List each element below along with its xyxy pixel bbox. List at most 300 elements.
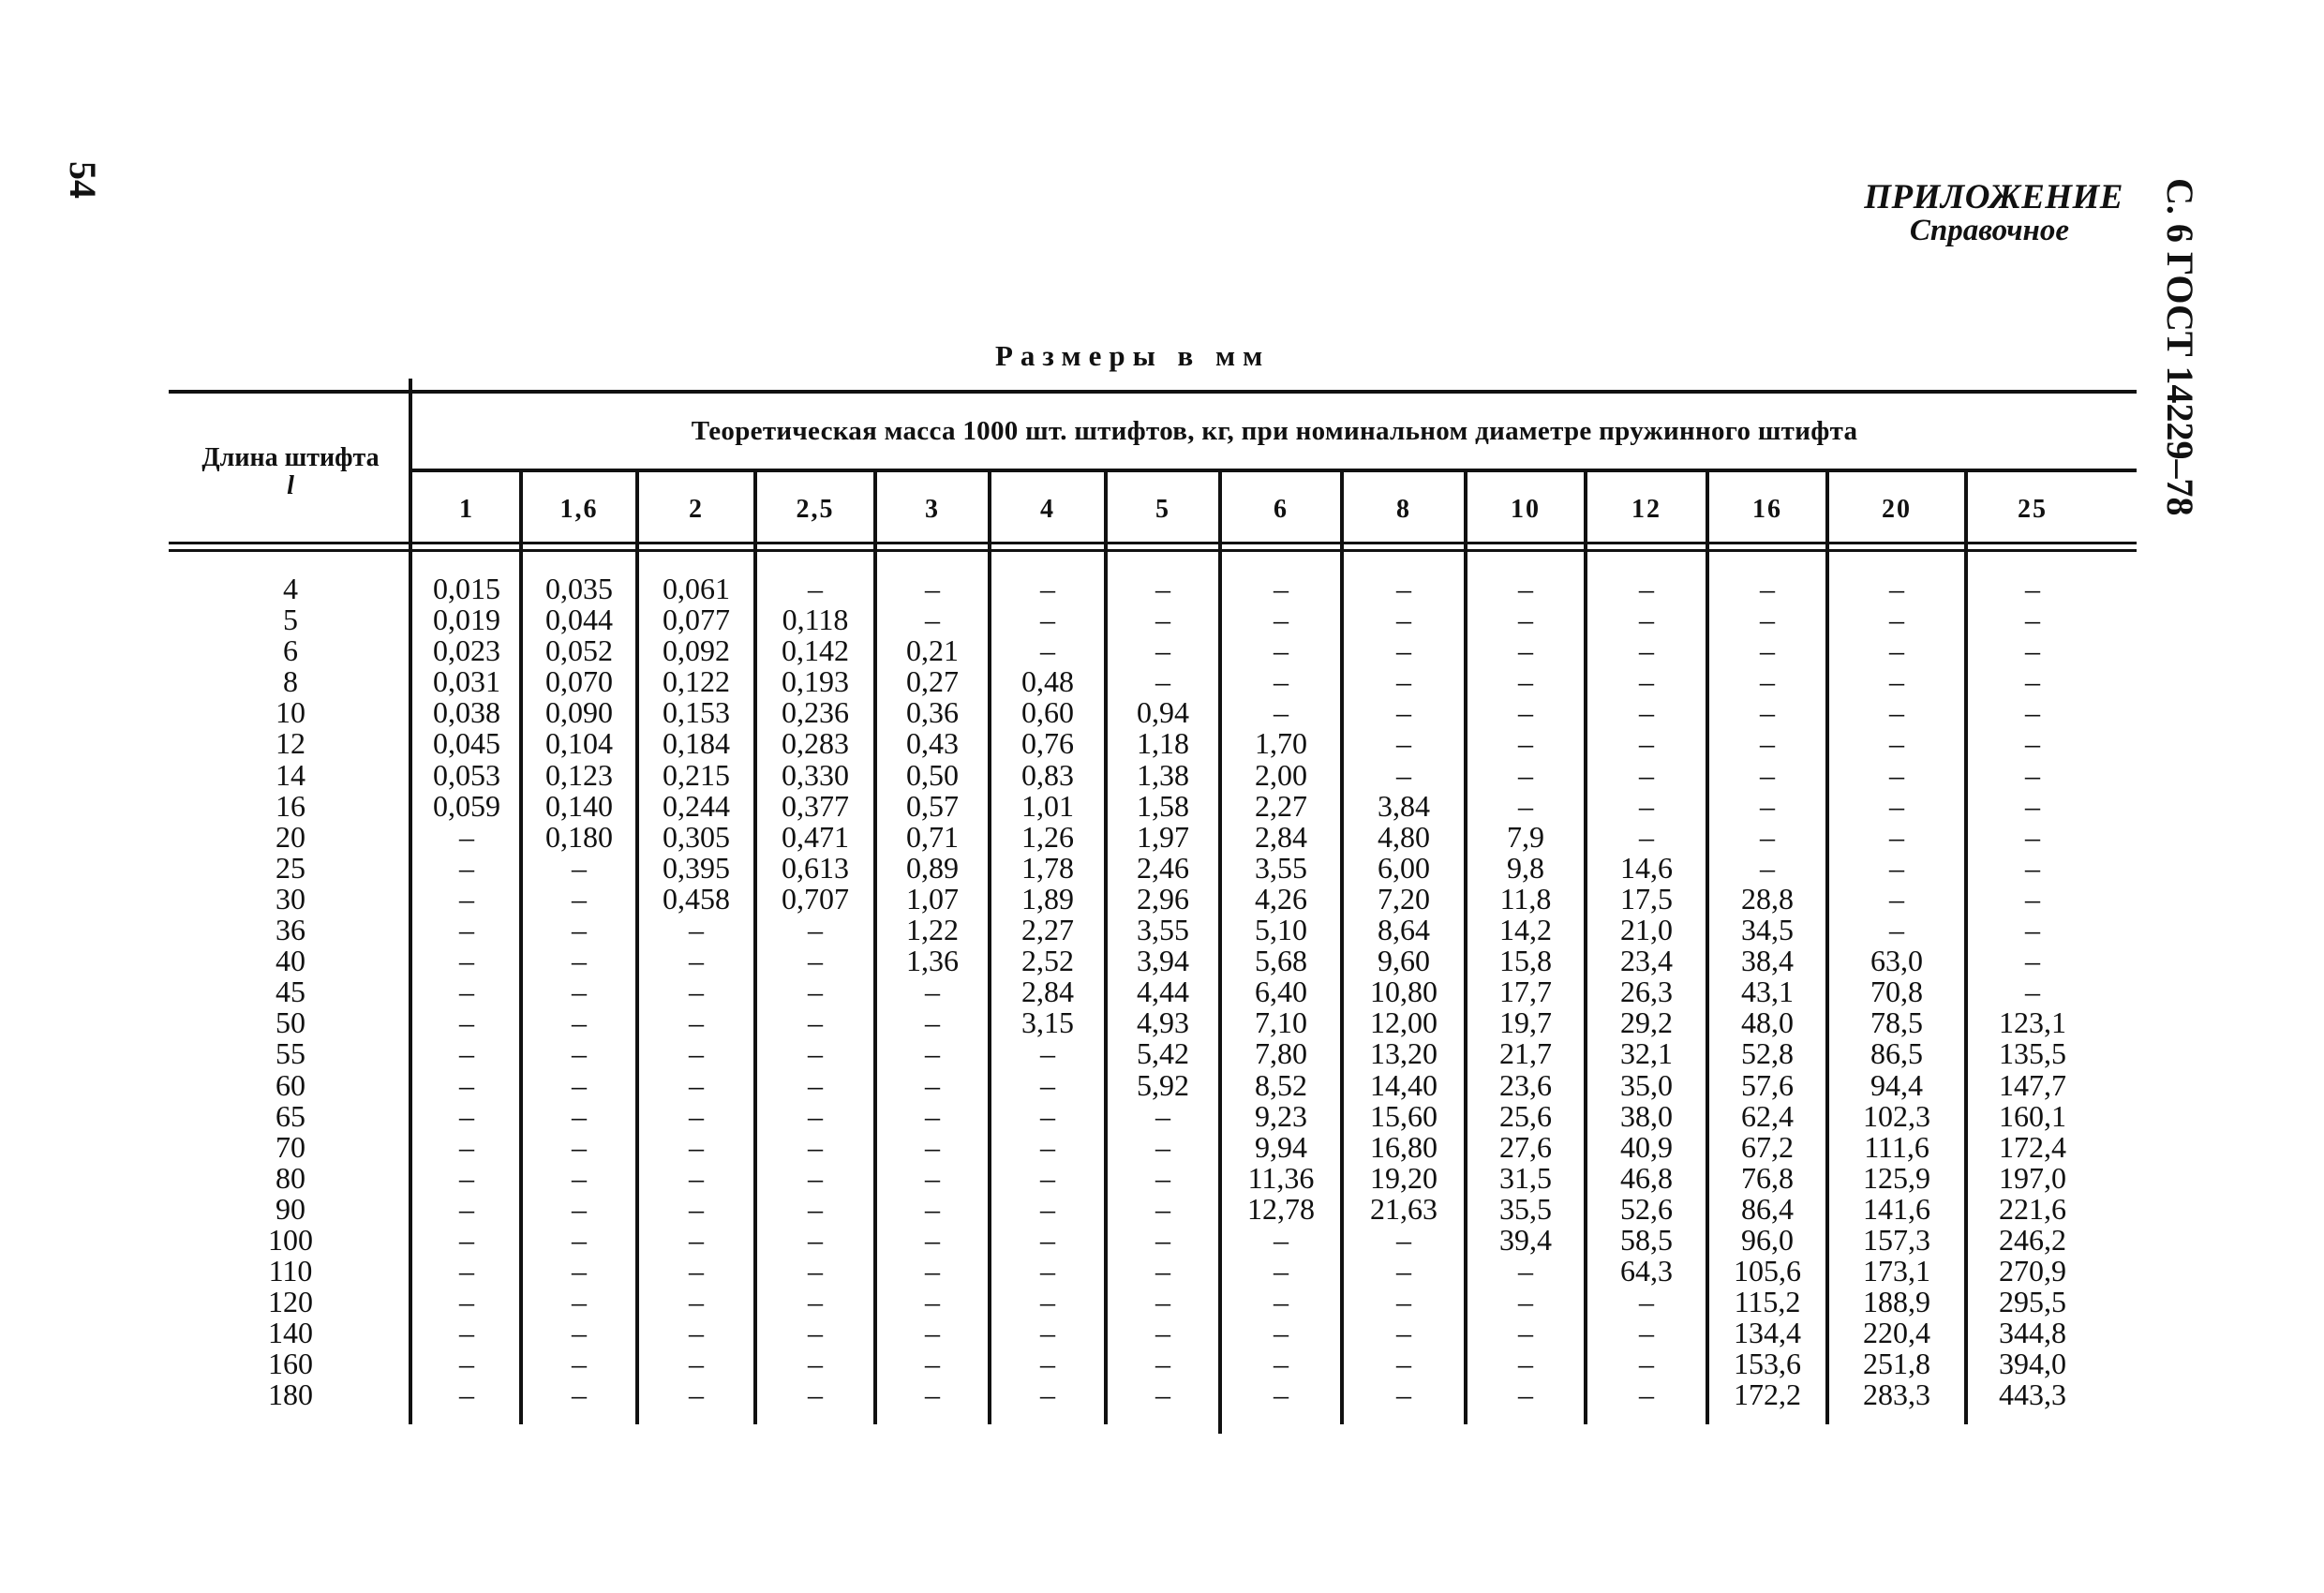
mass-cell: – — [1639, 1316, 1654, 1350]
mass-cell: – — [1040, 1347, 1055, 1381]
mass-cell: – — [808, 1347, 823, 1381]
mass-cell: 1,38 — [1137, 757, 1189, 792]
appendix-subtitle: Справочное — [1909, 214, 2069, 247]
mass-cell: 111,6 — [1864, 1129, 1929, 1164]
mass-column — [1966, 573, 2099, 1411]
mass-cell: 86,5 — [1870, 1036, 1923, 1071]
mass-cell: 0,707 — [782, 881, 849, 916]
mass-cell: 0,044 — [545, 603, 613, 637]
mass-cell: – — [572, 1067, 587, 1102]
mass-cell: 17,5 — [1620, 881, 1673, 916]
mass-cell: – — [1040, 633, 1055, 668]
mass-cell: – — [1040, 1129, 1055, 1164]
mass-cell: – — [572, 1347, 587, 1381]
mass-cell: 52,6 — [1620, 1191, 1673, 1226]
mass-cell: 172,4 — [1999, 1129, 2066, 1164]
mass-column — [1586, 573, 1707, 1411]
mass-cell: – — [925, 603, 940, 637]
length-cell: 12 — [276, 726, 305, 761]
mass-cell: – — [459, 1191, 474, 1226]
mass-cell: 14,2 — [1499, 913, 1552, 947]
header-bottom-rule-2 — [169, 549, 2137, 552]
mass-cell: – — [808, 975, 823, 1009]
mass-cell: 0,244 — [663, 788, 730, 823]
mass-cell: 0,193 — [782, 664, 849, 699]
mass-cell: 0,052 — [545, 633, 613, 668]
mass-cell: 21,7 — [1499, 1036, 1552, 1071]
mass-cell: – — [1518, 1254, 1533, 1288]
length-cell: 60 — [276, 1067, 305, 1102]
mass-cell: 0,180 — [545, 819, 613, 854]
mass-cell: 0,60 — [1021, 695, 1074, 730]
mass-cell: 32,1 — [1620, 1036, 1673, 1071]
header-mid-rule — [412, 469, 2137, 472]
mass-cell: – — [808, 1067, 823, 1102]
length-cell: 180 — [268, 1377, 313, 1412]
mass-cell: 43,1 — [1741, 975, 1794, 1009]
mass-cell: – — [1040, 1254, 1055, 1288]
mass-cell: 1,07 — [906, 881, 959, 916]
mass-cell: – — [808, 1129, 823, 1164]
mass-cell: – — [1040, 1285, 1055, 1319]
mass-cell: – — [808, 1036, 823, 1071]
mass-cell: – — [1639, 1347, 1654, 1381]
mass-cell: – — [1760, 633, 1775, 668]
mass-cell: 78,5 — [1870, 1005, 1923, 1040]
mass-cell: 0,015 — [433, 572, 500, 605]
mass-cell: – — [808, 1285, 823, 1319]
mass-cell: – — [808, 1005, 823, 1040]
mass-cell: – — [1040, 1316, 1055, 1350]
mass-cell: 0,27 — [906, 664, 959, 699]
mass-cell: 3,94 — [1137, 944, 1189, 978]
mass-cell: 15,60 — [1370, 1098, 1438, 1133]
mass-cell: 0,142 — [782, 633, 849, 668]
mass-cell: – — [925, 1067, 940, 1102]
mass-cell: 173,1 — [1863, 1254, 1930, 1288]
mass-cell: 2,00 — [1255, 757, 1307, 792]
mass-cell: – — [2025, 633, 2040, 668]
mass-cell: 9,23 — [1255, 1098, 1307, 1133]
mass-cell: – — [459, 1098, 474, 1133]
mass-cell: 86,4 — [1741, 1191, 1794, 1226]
mass-cell: – — [2025, 944, 2040, 978]
mass-cell: 295,5 — [1999, 1285, 2066, 1319]
table-top-rule — [169, 390, 2137, 394]
mass-cell: – — [2025, 757, 2040, 792]
mass-cell: – — [689, 1098, 704, 1133]
mass-cell: – — [1639, 788, 1654, 823]
mass-cell: – — [1396, 633, 1411, 668]
mass-cell: – — [1040, 1191, 1055, 1226]
mass-cell: – — [1889, 664, 1904, 699]
mass-column — [755, 573, 875, 1411]
length-cell: 16 — [276, 788, 305, 823]
mass-cell: – — [459, 1222, 474, 1257]
mass-cell: – — [1155, 1285, 1170, 1319]
mass-cell: 0,023 — [433, 633, 500, 668]
mass-cell: – — [459, 1254, 474, 1288]
mass-cell: 1,89 — [1021, 881, 1074, 916]
mass-cell: – — [925, 1005, 940, 1040]
mass-cell: 0,123 — [545, 757, 613, 792]
length-cell: 100 — [268, 1222, 313, 1257]
mass-cell: – — [925, 572, 940, 605]
mass-cell: 0,71 — [906, 819, 959, 854]
mass-cell: – — [1155, 603, 1170, 637]
length-cell: 110 — [268, 1254, 313, 1288]
mass-cell: 16,80 — [1370, 1129, 1438, 1164]
mass-cell: 0,76 — [1021, 726, 1074, 761]
mass-cell: 283,3 — [1863, 1377, 1930, 1412]
mass-cell: 7,10 — [1255, 1005, 1307, 1040]
mass-cell: – — [572, 1316, 587, 1350]
mass-cell: 3,55 — [1255, 850, 1307, 885]
mass-cell: – — [689, 913, 704, 947]
length-cell: 4 — [283, 572, 298, 605]
mass-cell: – — [1274, 1316, 1289, 1350]
mass-cell: 62,4 — [1741, 1098, 1794, 1133]
mass-cell: 63,0 — [1870, 944, 1923, 978]
mass-cell: – — [925, 1160, 940, 1195]
mass-cell: 23,6 — [1499, 1067, 1552, 1102]
mass-cell: 19,7 — [1499, 1005, 1552, 1040]
mass-cell: 0,83 — [1021, 757, 1074, 792]
mass-cell: – — [1518, 1285, 1533, 1319]
mass-cell: – — [1518, 1316, 1533, 1350]
mass-cell: 443,3 — [1999, 1377, 2066, 1412]
mass-cell: – — [1155, 1129, 1170, 1164]
mass-cell: – — [1639, 633, 1654, 668]
diameter-header-cell: 25 — [2018, 495, 2048, 524]
mass-cell: 147,7 — [1999, 1067, 2066, 1102]
mass-cell: – — [1396, 1222, 1411, 1257]
mass-cell: – — [689, 1222, 704, 1257]
diameter-header-cell: 8 — [1396, 495, 1411, 524]
mass-column — [1342, 573, 1466, 1411]
mass-cell: 2,84 — [1021, 975, 1074, 1009]
mass-cell: 125,9 — [1863, 1160, 1930, 1195]
mass-cell: 57,6 — [1741, 1067, 1794, 1102]
diameter-header-cell: 6 — [1274, 495, 1289, 524]
mass-cell: – — [1155, 1316, 1170, 1350]
mass-cell: – — [925, 1316, 940, 1350]
mass-cell: 6,40 — [1255, 975, 1307, 1009]
mass-cell: 0,019 — [433, 603, 500, 637]
mass-cell: 2,46 — [1137, 850, 1189, 885]
mass-cell: 4,80 — [1378, 819, 1430, 854]
mass-cell: – — [1396, 726, 1411, 761]
mass-cell: – — [1396, 1254, 1411, 1288]
page-number: 54 — [62, 161, 104, 199]
mass-cell: 0,395 — [663, 850, 730, 885]
mass-cell: – — [1639, 664, 1654, 699]
mass-cell: – — [689, 1285, 704, 1319]
mass-cell: – — [1396, 1347, 1411, 1381]
mass-cell: – — [1639, 757, 1654, 792]
mass-cell: 344,8 — [1999, 1316, 2066, 1350]
mass-cell: 188,9 — [1863, 1285, 1930, 1319]
mass-cell: 0,070 — [545, 664, 613, 699]
mass-cell: – — [1518, 664, 1533, 699]
mass-cell: – — [459, 850, 474, 885]
mass-cell: – — [1040, 1222, 1055, 1257]
mass-cell: 12,78 — [1247, 1191, 1315, 1226]
diameter-header-cell: 4 — [1040, 495, 1055, 524]
mass-cell: 76,8 — [1741, 1160, 1794, 1195]
mass-cell: – — [1639, 603, 1654, 637]
mass-cell: – — [1040, 1098, 1055, 1133]
diameter-header-cell: 5 — [1155, 495, 1170, 524]
length-header-symbol: l — [287, 471, 294, 500]
mass-cell: 23,4 — [1620, 944, 1673, 978]
mass-cell: 21,0 — [1620, 913, 1673, 947]
mass-cell: 0,153 — [663, 695, 730, 730]
mass-cell: – — [572, 881, 587, 916]
mass-cell: – — [1760, 695, 1775, 730]
mass-cell: 0,613 — [782, 850, 849, 885]
mass-cell: – — [808, 1222, 823, 1257]
mass-cell: 28,8 — [1741, 881, 1794, 916]
mass-cell: 35,0 — [1620, 1067, 1673, 1102]
mass-cell: 11,8 — [1499, 881, 1552, 916]
mass-cell: – — [1274, 1377, 1289, 1412]
mass-cell: 0,077 — [663, 603, 730, 637]
mass-cell: 1,78 — [1021, 850, 1074, 885]
mass-cell: 5,92 — [1137, 1067, 1189, 1102]
mass-cell: – — [689, 1005, 704, 1040]
mass-cell: – — [1889, 572, 1904, 605]
mass-header: Теоретическая масса 1000 шт. штифтов, кг, при номинальном диаметре пружинного штифта — [691, 416, 1858, 446]
mass-cell: 0,118 — [782, 603, 849, 637]
mass-cell: 246,2 — [1999, 1222, 2066, 1257]
mass-cell: 2,27 — [1255, 788, 1307, 823]
mass-cell: 40,9 — [1620, 1129, 1673, 1164]
mass-cell: – — [572, 1222, 587, 1257]
mass-cell: – — [2025, 913, 2040, 947]
mass-cell: – — [572, 1098, 587, 1133]
mass-cell: 7,80 — [1255, 1036, 1307, 1071]
mass-cell: – — [1274, 1222, 1289, 1257]
mass-cell: – — [1155, 1191, 1170, 1226]
mass-cell: 5,10 — [1255, 913, 1307, 947]
mass-cell: – — [1518, 603, 1533, 637]
mass-cell: – — [1155, 572, 1170, 605]
mass-cell: 67,2 — [1741, 1129, 1794, 1164]
mass-cell: 3,15 — [1021, 1005, 1074, 1040]
mass-cell: – — [1518, 633, 1533, 668]
mass-cell: – — [1639, 1377, 1654, 1412]
mass-cell: – — [572, 1005, 587, 1040]
mass-cell: 2,96 — [1137, 881, 1189, 916]
mass-cell: 0,43 — [906, 726, 959, 761]
length-cell: 80 — [276, 1160, 305, 1195]
mass-cell: – — [1155, 1254, 1170, 1288]
mass-cell: – — [459, 944, 474, 978]
mass-cell: 11,36 — [1247, 1160, 1315, 1195]
mass-cell: 4,26 — [1255, 881, 1307, 916]
mass-cell: 1,01 — [1021, 788, 1074, 823]
mass-cell: – — [572, 1160, 587, 1195]
mass-cell: – — [459, 913, 474, 947]
mass-cell: 2,84 — [1255, 819, 1307, 854]
mass-cell: 141,6 — [1863, 1191, 1930, 1226]
mass-cell: – — [459, 1129, 474, 1164]
mass-cell: – — [689, 1067, 704, 1102]
mass-cell: 157,3 — [1863, 1222, 1930, 1257]
mass-cell: – — [1040, 572, 1055, 605]
mass-cell: – — [459, 1036, 474, 1071]
mass-cell: – — [1155, 1160, 1170, 1195]
mass-cell: – — [1760, 572, 1775, 605]
mass-cell: – — [1639, 695, 1654, 730]
mass-cell: – — [2025, 664, 2040, 699]
mass-cell: – — [689, 1347, 704, 1381]
mass-cell: 14,6 — [1620, 850, 1673, 885]
diameter-header-cell: 2 — [689, 495, 704, 524]
mass-cell: 4,93 — [1137, 1005, 1189, 1040]
mass-cell: – — [1274, 1254, 1289, 1288]
mass-cell: – — [1889, 695, 1904, 730]
mass-cell: – — [1518, 757, 1533, 792]
mass-cell: – — [1274, 1285, 1289, 1319]
mass-cell: – — [925, 975, 940, 1009]
mass-cell: 9,94 — [1255, 1129, 1307, 1164]
mass-cell: – — [1639, 726, 1654, 761]
mass-cell: 64,3 — [1620, 1254, 1673, 1288]
mass-cell: 1,97 — [1137, 819, 1189, 854]
length-cell: 14 — [276, 757, 305, 792]
mass-cell: 270,9 — [1999, 1254, 2066, 1288]
mass-cell: 48,0 — [1741, 1005, 1794, 1040]
mass-cell: – — [1639, 819, 1654, 854]
mass-cell: – — [1155, 1377, 1170, 1412]
mass-column — [1466, 573, 1586, 1411]
mass-column — [1707, 573, 1827, 1411]
mass-cell: – — [459, 819, 474, 854]
length-values-column — [169, 573, 412, 1411]
mass-cell: 9,60 — [1378, 944, 1430, 978]
mass-cell: 0,283 — [782, 726, 849, 761]
length-cell: 8 — [283, 664, 298, 699]
length-header — [169, 444, 412, 500]
diameter-header-cell: 10 — [1511, 495, 1541, 524]
mass-cell: – — [2025, 603, 2040, 637]
mass-cell: – — [572, 850, 587, 885]
mass-cell: 105,6 — [1734, 1254, 1801, 1288]
mass-cell: 160,1 — [1999, 1098, 2066, 1133]
mass-cell: 46,8 — [1620, 1160, 1673, 1195]
diameter-header-cell: 2,5 — [796, 495, 835, 524]
header-bottom-rule-1 — [169, 542, 2137, 544]
mass-cell: – — [925, 1347, 940, 1381]
mass-cell: – — [925, 1377, 940, 1412]
mass-cell: – — [1889, 913, 1904, 947]
mass-cell: 153,6 — [1734, 1347, 1801, 1381]
mass-cell: – — [925, 1129, 940, 1164]
mass-cell: – — [459, 1005, 474, 1040]
mass-cell: 19,20 — [1370, 1160, 1438, 1195]
mass-cell: – — [572, 944, 587, 978]
mass-cell: – — [1274, 1347, 1289, 1381]
mass-cell: – — [808, 913, 823, 947]
mass-cell: – — [808, 1191, 823, 1226]
diameter-header-cell: 16 — [1752, 495, 1782, 524]
mass-cell: 1,22 — [906, 913, 959, 947]
mass-cell: – — [1518, 726, 1533, 761]
mass-cell: 8,52 — [1255, 1067, 1307, 1102]
mass-cell: – — [459, 1347, 474, 1381]
mass-cell: – — [459, 1160, 474, 1195]
mass-cell: 38,0 — [1620, 1098, 1673, 1133]
mass-cell: – — [689, 1036, 704, 1071]
mass-cell: – — [1760, 788, 1775, 823]
length-cell: 5 — [283, 603, 298, 637]
mass-cell: 172,2 — [1734, 1377, 1801, 1412]
mass-cell: 0,50 — [906, 757, 959, 792]
units-caption: Размеры в мм — [995, 339, 1271, 372]
mass-cell: 29,2 — [1620, 1005, 1673, 1040]
mass-column — [637, 573, 755, 1411]
mass-cell: – — [1155, 1098, 1170, 1133]
mass-cell: – — [1639, 572, 1654, 605]
mass-cell: 0,48 — [1021, 664, 1074, 699]
mass-cell: 17,7 — [1499, 975, 1552, 1009]
length-cell: 90 — [276, 1191, 305, 1226]
mass-cell: – — [459, 1285, 474, 1319]
mass-cell: – — [808, 1377, 823, 1412]
mass-cell: – — [1889, 881, 1904, 916]
mass-cell: 94,4 — [1870, 1067, 1923, 1102]
mass-cell: 10,80 — [1370, 975, 1438, 1009]
mass-cell: 27,6 — [1499, 1129, 1552, 1164]
length-cell: 70 — [276, 1129, 305, 1164]
length-cell: 6 — [283, 633, 298, 668]
mass-cell: 135,5 — [1999, 1036, 2066, 1071]
mass-cell: – — [1396, 1316, 1411, 1350]
mass-cell: – — [1155, 664, 1170, 699]
mass-cell: – — [572, 1191, 587, 1226]
mass-cell: 197,0 — [1999, 1160, 2066, 1195]
mass-cell: – — [1040, 1377, 1055, 1412]
mass-cell: 13,20 — [1370, 1036, 1438, 1071]
mass-cell: 220,4 — [1863, 1316, 1930, 1350]
mass-cell: – — [459, 1377, 474, 1412]
mass-cell: – — [2025, 695, 2040, 730]
mass-cell: – — [459, 1067, 474, 1102]
length-cell: 55 — [276, 1036, 305, 1071]
mass-cell: 26,3 — [1620, 975, 1673, 1009]
mass-cell: – — [808, 1160, 823, 1195]
mass-cell: – — [1889, 757, 1904, 792]
mass-cell: – — [1518, 695, 1533, 730]
mass-cell: 0,045 — [433, 726, 500, 761]
mass-cell: – — [2025, 726, 2040, 761]
mass-cell: – — [1889, 850, 1904, 885]
mass-cell: 15,8 — [1499, 944, 1552, 978]
standard-side-header: С. 6 ГОСТ 14229–78 — [2159, 178, 2201, 516]
mass-cell: 4,44 — [1137, 975, 1189, 1009]
mass-cell: – — [1760, 664, 1775, 699]
mass-cell: 0,059 — [433, 788, 500, 823]
mass-cell: – — [2025, 850, 2040, 885]
mass-cell: – — [925, 1285, 940, 1319]
diameter-header-cell: 1,6 — [559, 495, 599, 524]
mass-cell: – — [1889, 788, 1904, 823]
mass-column — [1220, 573, 1342, 1411]
mass-cell: – — [808, 572, 823, 605]
mass-cell: – — [1396, 572, 1411, 605]
